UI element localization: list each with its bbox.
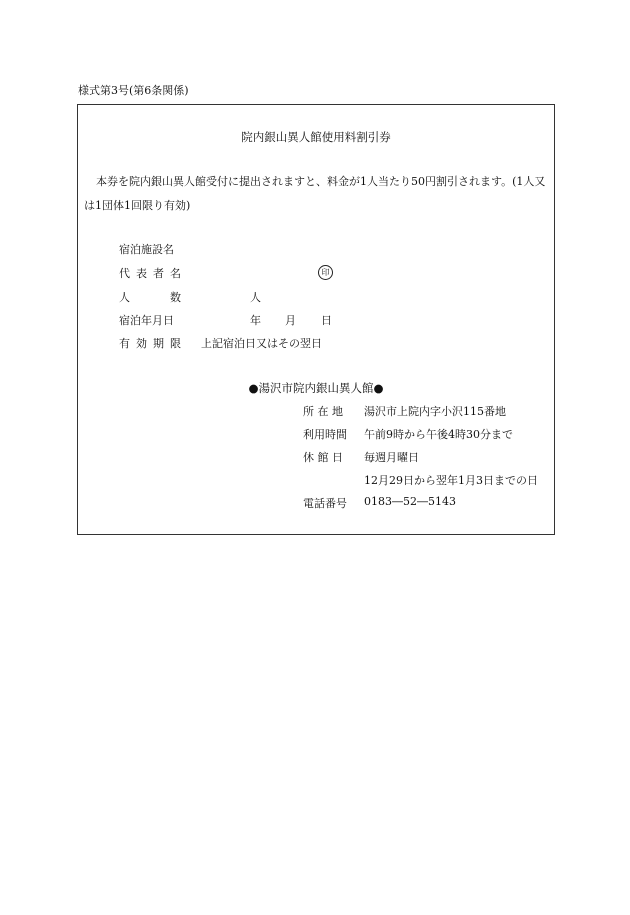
ticket-title: 院内銀山異人館使用料割引券 [241, 130, 391, 144]
year-label: 年 [250, 314, 261, 327]
address-label: 所 在 地 [303, 405, 343, 418]
people-label-2: 数 [170, 291, 181, 304]
phone-value: 0183―52―5143 [364, 495, 456, 508]
ticket-description: 本券を院内銀山異人館受付に提出されますと、料金が1人当たり50円割引されます。(1人又は1団体1回限り有効) [84, 175, 546, 212]
hours-value: 午前9時から午後4時30分まで [364, 428, 513, 441]
facility-label: 宿泊施設名 [119, 243, 174, 256]
closed-value-2: 12月29日から翌年1月3日までの日 [364, 474, 538, 487]
phone-label: 電話番号 [303, 497, 347, 510]
discount-ticket [77, 104, 555, 535]
people-label-1: 人 [119, 291, 130, 304]
date-label: 宿泊年月日 [119, 314, 174, 327]
month-label: 月 [285, 314, 296, 327]
closed-value-1: 毎週月曜日 [364, 451, 419, 464]
hours-label: 利用時間 [303, 428, 347, 441]
museum-heading: ●湯沢市院内銀山異人館● [248, 381, 384, 395]
validity-value: 上記宿泊日又はその翌日 [201, 337, 322, 350]
validity-label: 有効期限 [119, 337, 187, 350]
form-number: 様式第3号(第6条関係) [78, 84, 189, 97]
day-label: 日 [321, 314, 332, 327]
closed-label: 休 館 日 [303, 451, 343, 464]
representative-label: 代表者名 [119, 267, 187, 280]
seal-icon: 印 [318, 265, 333, 280]
people-unit: 人 [250, 291, 261, 304]
address-value: 湯沢市上院内字小沢115番地 [364, 405, 506, 418]
